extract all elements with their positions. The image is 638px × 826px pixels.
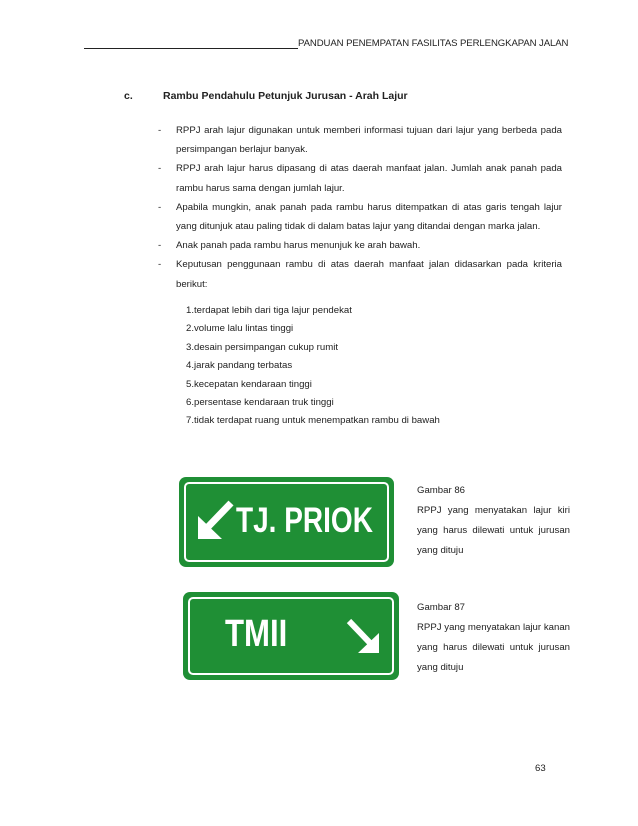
bullet-marker: - [158, 259, 162, 271]
criteria-item: 3.desain persimpangan cukup rumit [186, 341, 338, 353]
running-header [84, 38, 569, 52]
section-letter: c. [124, 90, 133, 102]
caption-title: Gambar 87 [417, 602, 465, 613]
bullet-item [158, 121, 562, 159]
caption-body: RPPJ yang menyatakan lajur kiri yang harus dilewati untuk jurusan yang dituju [417, 505, 570, 556]
bullet-item [158, 255, 562, 293]
criteria-item: 2.volume lalu lintas tinggi [186, 323, 294, 335]
criteria-item: 1.terdapat lebih dari tiga lajur pendekat [186, 305, 352, 316]
criteria-item: 4.jarak pandang terbatas [186, 360, 293, 372]
bullet-item [158, 198, 562, 236]
bullet-text: RPPJ arah lajur harus dipasang di atas daerah manfaat jalan. Jumlah anak panah pada rambu harus sama dengan jumlah lajur. [176, 163, 562, 194]
bullet-text: Keputusan penggunaan rambu di atas daerah manfaat jalan didasarkan pada kriteria berikut: [176, 259, 562, 290]
header-title: PANDUAN PENEMPATAN FASILITAS PERLENGKAPAN JALAN [298, 38, 569, 49]
bullet-text: RPPJ arah lajur digunakan untuk memberi informasi tujuan dari lajur yang berbeda pada persimpangan berlajur banyak. [176, 125, 562, 156]
bullet-marker: - [158, 201, 162, 213]
sign-tmii [183, 592, 399, 680]
criteria-item: 7.tidak terdapat ruang untuk menempatkan rambu di bawah [186, 415, 440, 427]
sign-destination: TMII [225, 613, 288, 655]
sign-destination: TJ. PRIOK [236, 501, 373, 540]
bullet-text: Apabila mungkin, anak panah pada rambu harus ditempatkan di atas garis tengah lajur yang ditunjuk atau paling tidak di dalam batas lajur yang ditandai dengan marka jalan. [176, 201, 562, 233]
header-rule [84, 48, 298, 49]
section-title: Rambu Pendahulu Petunjuk Jurusan - Arah Lajur [163, 90, 408, 102]
figure-caption-87 [417, 598, 570, 678]
page-number: 63 [535, 763, 546, 774]
bullet-marker: - [158, 163, 162, 175]
bullet-marker: - [158, 125, 162, 136]
criteria-item: 5.kecepatan kendaraan tinggi [186, 378, 312, 390]
bullet-list [158, 121, 562, 294]
caption-body: RPPJ yang menyatakan lajur kanan yang harus dilewati untuk jurusan yang dituju [417, 622, 570, 673]
criteria-list [186, 302, 440, 431]
bullet-marker: - [158, 240, 162, 252]
sign-tj-priok [179, 477, 394, 567]
bullet-text: Anak panah pada rambu harus menunjuk ke arah bawah. [176, 240, 421, 252]
caption-title: Gambar 86 [417, 485, 465, 496]
arrow-down-right-icon [346, 616, 382, 656]
figure-caption-86 [417, 481, 570, 561]
bullet-item [158, 236, 562, 255]
arrow-down-left-icon [196, 497, 236, 541]
criteria-item: 6.persentase kendaraan truk tinggi [186, 397, 334, 409]
bullet-item [158, 159, 562, 197]
